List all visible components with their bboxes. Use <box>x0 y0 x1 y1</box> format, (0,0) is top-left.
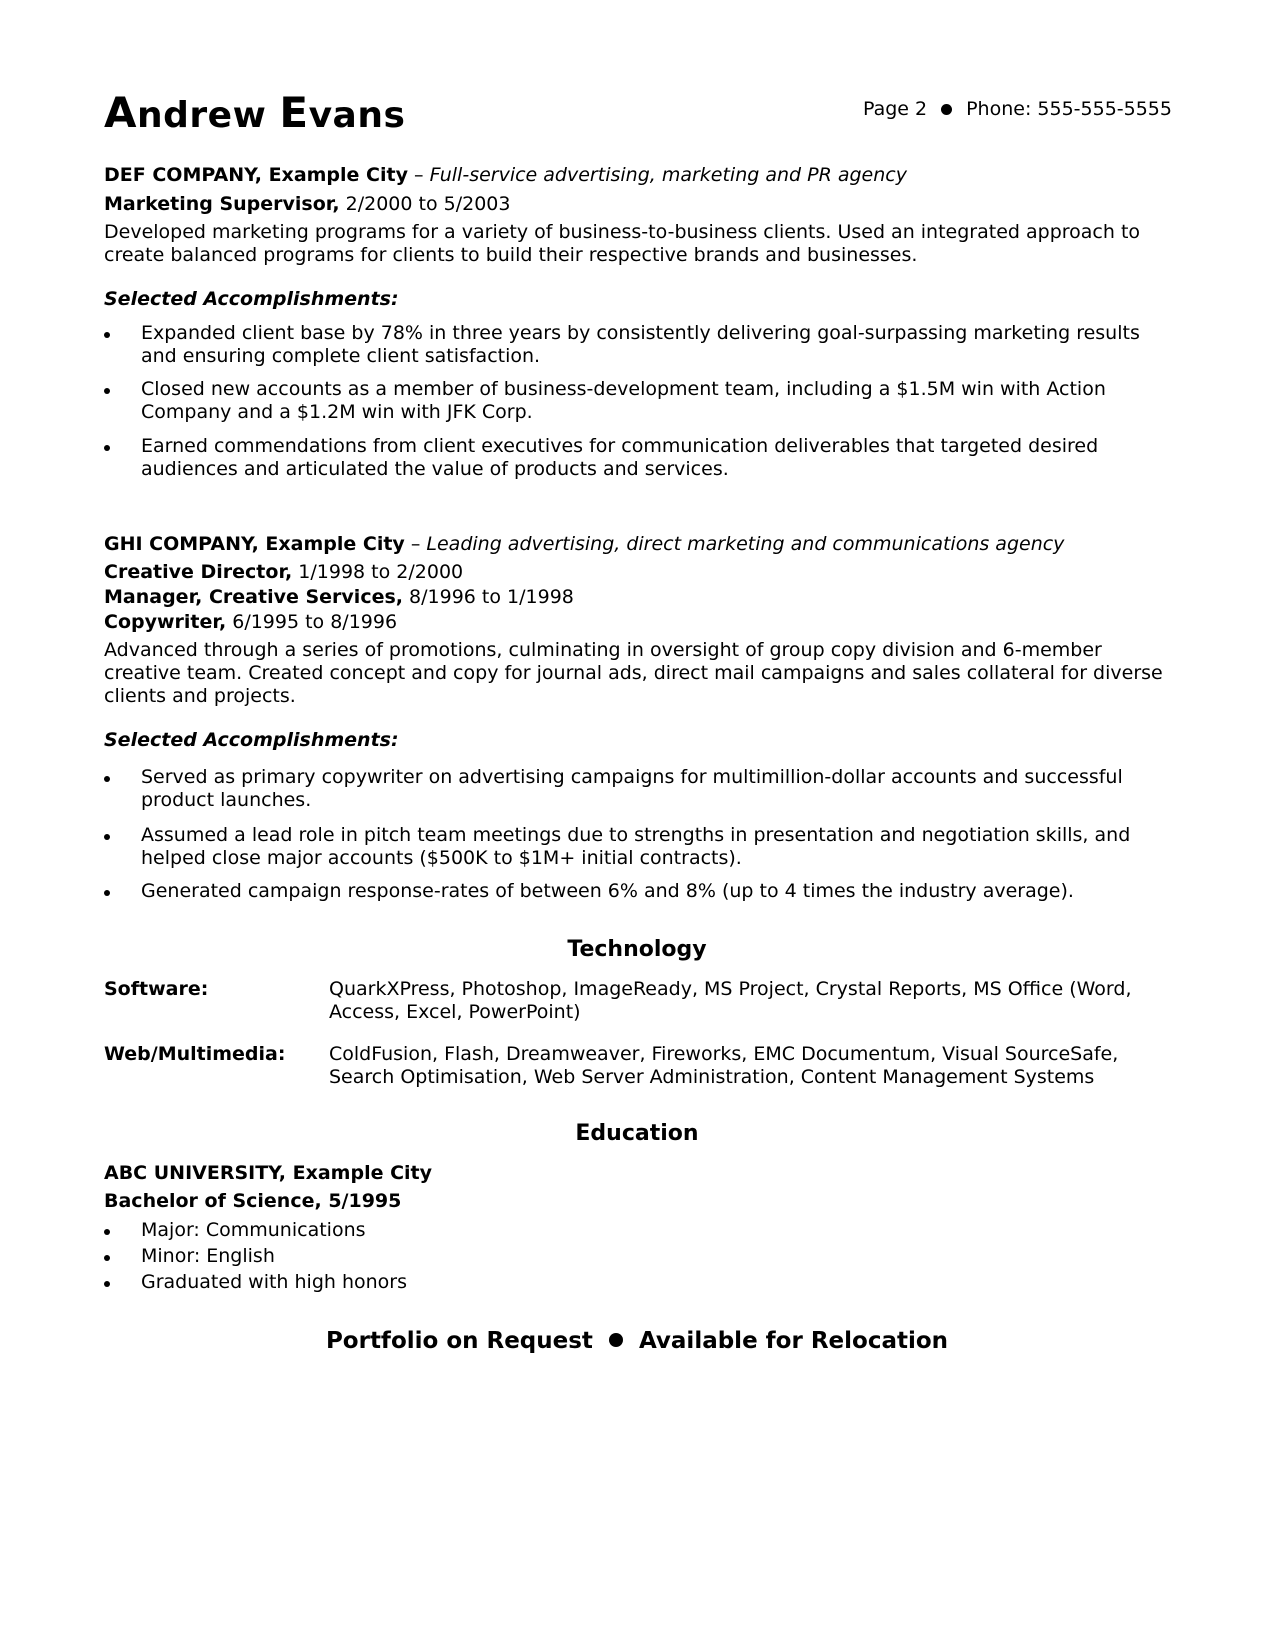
degree: Bachelor of Science, 5/1995 <box>104 1190 402 1212</box>
bullet-icon <box>104 332 110 338</box>
software-label: Software: <box>104 978 209 1000</box>
job-2-role-1: Creative Director, 1/1998 to 2/2000 <box>104 561 464 583</box>
list-item: Earned commendations from client executives for communication deliverables that targeted desired audiences and articulated the value of products and services. <box>104 435 1174 481</box>
candidate-name: Andrew Evans <box>104 88 406 137</box>
job-1-heading: DEF COMPANY, Example City – Full-service advertising, marketing and PR agency <box>104 164 907 186</box>
portfolio-note: Portfolio on Request <box>325 1328 593 1354</box>
bullet-icon <box>104 388 110 394</box>
software-value: QuarkXPress, Photoshop, ImageReady, MS Project, Crystal Reports, MS Office (Word, Access, Excel, PowerPoint) <box>329 978 1132 1023</box>
job-1-summary: Developed marketing programs for a variety of business-to-business clients. Used an integrated approach to create balanced programs for clients to build their respective brands and businesses. <box>104 221 1141 266</box>
job-1-accomplishments-label: Selected Accomplishments: <box>104 288 399 310</box>
job-1-role-1: Marketing Supervisor, 2/2000 to 5/2003 <box>104 193 511 215</box>
school-name: ABC UNIVERSITY, Example City <box>104 1162 433 1184</box>
web-multimedia-label: Web/Multimedia: <box>104 1043 286 1065</box>
list-item: Served as primary copywriter on advertising campaigns for multimillion-dollar accounts and successful product launches. <box>104 766 1174 812</box>
separator-dot-icon <box>609 1333 623 1347</box>
job-2-role-3: Copywriter, 6/1995 to 8/1996 <box>104 611 398 633</box>
list-item: Assumed a lead role in pitch team meetings due to strengths in presentation and negotiation skills, and helped close major accounts ($500K to $1M+ initial contracts). <box>104 824 1174 870</box>
bullet-icon <box>104 834 110 840</box>
bullet-icon <box>104 1281 110 1287</box>
bullet-icon <box>104 445 110 451</box>
phone-number: Phone: 555-555-5555 <box>966 98 1172 120</box>
bullet-icon <box>104 1255 110 1261</box>
list-item: Closed new accounts as a member of business-development team, including a $1.5M win with Action Company and a $1.2M win with JFK Corp. <box>104 378 1174 424</box>
list-item: Graduated with high honors <box>104 1271 1174 1294</box>
list-item: Expanded client base by 78% in three years by consistently delivering goal-surpassing marketing results and ensuring complete client satisfaction. <box>104 322 1174 368</box>
list-item: Major: Communications <box>104 1219 1174 1242</box>
bullet-icon <box>104 776 110 782</box>
header-contact <box>863 100 1172 119</box>
bullet-icon <box>104 890 110 896</box>
resume-page <box>104 0 1170 1650</box>
job-2-role-2: Manager, Creative Services, 8/1996 to 1/1998 <box>104 586 574 608</box>
technology-title: Technology <box>567 937 707 962</box>
education-title: Education <box>575 1121 699 1146</box>
separator-dot-icon <box>941 104 952 115</box>
list-item: Minor: English <box>104 1245 1174 1268</box>
bullet-icon <box>104 1229 110 1235</box>
footer-line <box>104 1330 1170 1353</box>
page-number: Page 2 <box>862 98 928 120</box>
web-multimedia-value: ColdFusion, Flash, Dreamweaver, Fireworks, EMC Documentum, Visual SourceSafe, Search Optimisation, Web Server Administration, Content Management Systems <box>329 1043 1119 1088</box>
relocation-note: Available for Relocation <box>638 1328 949 1354</box>
job-2-accomplishments-label: Selected Accomplishments: <box>104 729 399 751</box>
list-item: Generated campaign response-rates of between 6% and 8% (up to 4 times the industry average). <box>104 880 1174 903</box>
job-2-heading: GHI COMPANY, Example City – Leading advertising, direct marketing and communications agency <box>104 533 1065 555</box>
job-2-summary: Advanced through a series of promotions, culminating in oversight of group copy division and 6-member creative team. Created concept and copy for journal ads, direct mail campaigns and sales collateral for diverse clients and projects. <box>104 639 1163 707</box>
